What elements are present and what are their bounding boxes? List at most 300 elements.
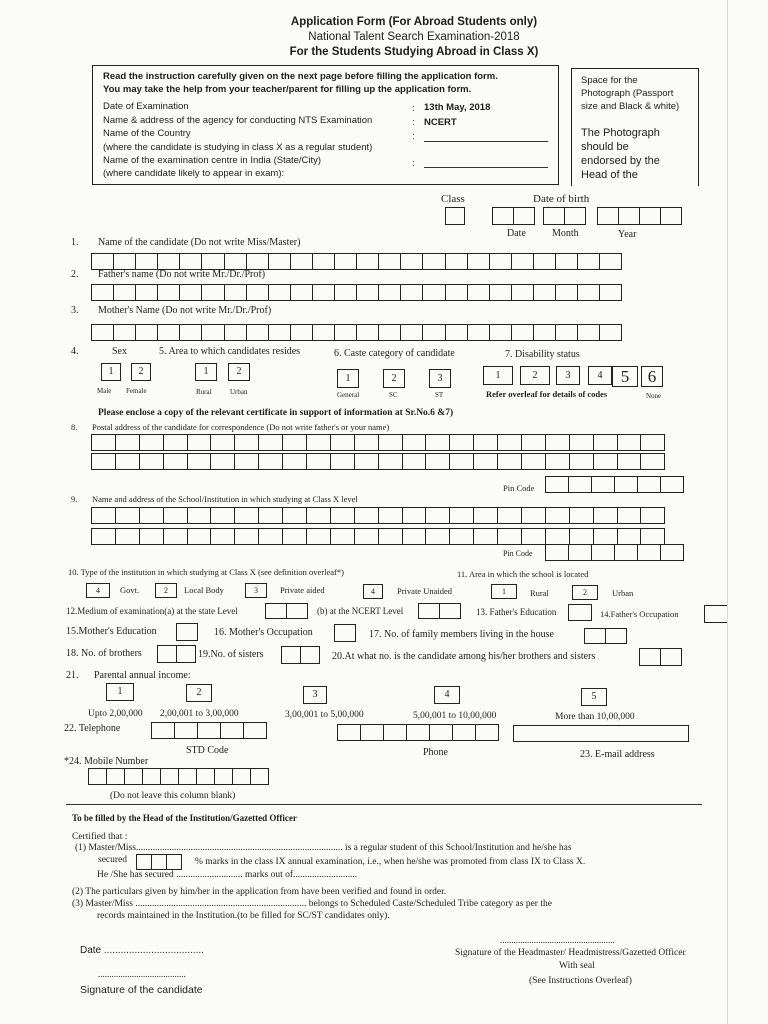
char-cell[interactable] bbox=[449, 453, 474, 470]
q11-label: 11. Area in which the school is located bbox=[457, 569, 589, 579]
char-cell[interactable] bbox=[452, 724, 476, 741]
char-cell[interactable] bbox=[545, 476, 569, 493]
char-cell[interactable] bbox=[577, 284, 600, 301]
char-cell[interactable] bbox=[599, 253, 622, 270]
income-code-1[interactable]: 1 bbox=[106, 683, 134, 701]
char-cell[interactable] bbox=[429, 724, 453, 741]
q1-number: 1. bbox=[71, 237, 79, 248]
photo-text-7: Head of the bbox=[581, 169, 638, 181]
char-cell[interactable] bbox=[497, 528, 522, 545]
char-cell[interactable] bbox=[306, 507, 331, 524]
char-cell[interactable] bbox=[268, 284, 291, 301]
male-caption: Male bbox=[97, 387, 112, 395]
income-4-label: 5,00,001 to 10,00,000 bbox=[413, 711, 497, 721]
char-cell[interactable] bbox=[406, 724, 430, 741]
marks-percent-input[interactable] bbox=[136, 854, 181, 870]
char-cell[interactable] bbox=[569, 453, 594, 470]
char-cell[interactable] bbox=[282, 507, 307, 524]
char-cell[interactable] bbox=[163, 453, 188, 470]
photo-text-2: Photograph (Passport bbox=[581, 88, 674, 99]
char-cell[interactable] bbox=[214, 768, 233, 785]
char-cell[interactable] bbox=[179, 284, 202, 301]
char-cell[interactable] bbox=[591, 544, 615, 561]
char-cell[interactable] bbox=[356, 324, 379, 341]
q16-label: 16. Mother's Occupation bbox=[214, 627, 313, 638]
char-cell[interactable] bbox=[282, 528, 307, 545]
char-cell[interactable] bbox=[378, 324, 401, 341]
char-cell[interactable] bbox=[354, 434, 379, 451]
char-cell[interactable] bbox=[179, 253, 202, 270]
char-cell[interactable] bbox=[360, 724, 384, 741]
char-cell[interactable] bbox=[312, 324, 335, 341]
char-cell[interactable] bbox=[201, 284, 224, 301]
char-cell[interactable] bbox=[306, 434, 331, 451]
refer-note: Refer overleaf for details of codes bbox=[486, 389, 608, 399]
char-cell[interactable] bbox=[163, 528, 188, 545]
candidate-signature-line[interactable]: ....................................... bbox=[98, 969, 186, 979]
char-cell[interactable] bbox=[135, 324, 158, 341]
char-cell[interactable] bbox=[489, 284, 512, 301]
char-cell[interactable] bbox=[425, 434, 450, 451]
char-cell[interactable] bbox=[115, 453, 140, 470]
brothers-input[interactable] bbox=[157, 645, 195, 663]
instruction-line-2: You may take the help from your teacher/parent for filling up the application form. bbox=[103, 84, 472, 95]
sc-caption: SC bbox=[389, 391, 398, 399]
char-cell[interactable] bbox=[497, 507, 522, 524]
sibling-rank-input[interactable] bbox=[639, 648, 681, 666]
q1-label: Name of the candidate (Do not write Miss/Master) bbox=[98, 237, 301, 248]
char-cell[interactable] bbox=[640, 453, 665, 470]
char-cell[interactable] bbox=[533, 284, 556, 301]
char-cell[interactable] bbox=[402, 434, 427, 451]
char-cell[interactable] bbox=[290, 324, 313, 341]
char-cell[interactable] bbox=[400, 284, 423, 301]
enclose-note: Please enclose a copy of the relevant certificate in support of information at Sr.No.6 &7) bbox=[98, 408, 454, 418]
char-cell[interactable] bbox=[614, 544, 638, 561]
char-cell[interactable] bbox=[473, 453, 498, 470]
char-cell[interactable] bbox=[312, 253, 335, 270]
char-cell[interactable] bbox=[224, 324, 247, 341]
char-cell[interactable] bbox=[115, 507, 140, 524]
char-cell[interactable] bbox=[91, 324, 114, 341]
char-cell[interactable] bbox=[282, 434, 307, 451]
char-cell[interactable] bbox=[334, 253, 357, 270]
photo-text-3: size and Black & white) bbox=[581, 101, 680, 112]
char-cell[interactable] bbox=[201, 253, 224, 270]
char-cell[interactable] bbox=[577, 324, 600, 341]
char-cell[interactable] bbox=[354, 528, 379, 545]
char-cell[interactable] bbox=[356, 284, 379, 301]
colon: : bbox=[412, 117, 415, 128]
father-name-input[interactable] bbox=[91, 284, 621, 301]
char-cell[interactable] bbox=[378, 434, 403, 451]
char-cell[interactable] bbox=[268, 253, 291, 270]
char-cell[interactable] bbox=[243, 722, 267, 739]
char-cell[interactable] bbox=[497, 453, 522, 470]
char-cell[interactable] bbox=[593, 507, 618, 524]
school-rural-code[interactable]: 1 bbox=[491, 584, 517, 599]
char-cell[interactable] bbox=[614, 476, 638, 493]
char-cell[interactable] bbox=[521, 507, 546, 524]
char-cell[interactable] bbox=[555, 284, 578, 301]
char-cell[interactable] bbox=[139, 434, 164, 451]
char-cell[interactable] bbox=[337, 724, 361, 741]
char-cell[interactable] bbox=[555, 253, 578, 270]
char-cell[interactable] bbox=[91, 507, 116, 524]
char-cell[interactable] bbox=[599, 284, 622, 301]
class-label: Class bbox=[441, 193, 465, 205]
char-cell[interactable] bbox=[124, 768, 143, 785]
mobile-note: (Do not leave this column blank) bbox=[110, 791, 236, 801]
cert-1b-post: % marks in the class IX annual examination, i.e., when he/she was promoted from class IX to Class X. bbox=[195, 857, 586, 867]
char-cell[interactable] bbox=[445, 284, 468, 301]
caste-st-code[interactable]: 3 bbox=[429, 369, 451, 388]
class-input[interactable] bbox=[445, 207, 464, 225]
area-rural-code[interactable]: 1 bbox=[195, 363, 217, 381]
cert-1c: He /She has secured ............................ marks out of........................... bbox=[97, 870, 358, 880]
char-cell[interactable] bbox=[234, 507, 259, 524]
instruction-line-1: Read the instruction carefully given on the next page before filling the application form. bbox=[103, 71, 498, 82]
char-cell[interactable] bbox=[330, 434, 355, 451]
char-cell[interactable] bbox=[545, 507, 570, 524]
char-cell[interactable] bbox=[91, 253, 114, 270]
inst-govt-code[interactable]: 4 bbox=[86, 583, 110, 598]
char-cell[interactable] bbox=[354, 453, 379, 470]
date-field[interactable]: Date .................................... bbox=[80, 945, 204, 956]
char-cell[interactable] bbox=[473, 507, 498, 524]
email-input[interactable] bbox=[513, 725, 689, 742]
char-cell[interactable] bbox=[521, 434, 546, 451]
char-cell[interactable] bbox=[617, 507, 642, 524]
char-cell[interactable] bbox=[282, 453, 307, 470]
disability-code-4[interactable]: 4 bbox=[588, 366, 612, 385]
q2-number: 2. bbox=[71, 269, 79, 280]
mother-education-input[interactable] bbox=[176, 623, 198, 641]
char-cell[interactable] bbox=[568, 544, 592, 561]
head-signature-line[interactable]: ................................................... bbox=[500, 935, 615, 945]
char-cell[interactable] bbox=[568, 476, 592, 493]
centre-input[interactable] bbox=[424, 167, 548, 168]
char-cell[interactable] bbox=[489, 253, 512, 270]
char-cell[interactable] bbox=[135, 253, 158, 270]
char-cell[interactable] bbox=[599, 324, 622, 341]
char-cell[interactable] bbox=[577, 253, 600, 270]
char-cell[interactable] bbox=[617, 434, 642, 451]
char-cell[interactable] bbox=[163, 507, 188, 524]
char-cell[interactable] bbox=[290, 284, 313, 301]
char-cell[interactable] bbox=[354, 507, 379, 524]
char-cell[interactable] bbox=[210, 434, 235, 451]
char-cell[interactable] bbox=[113, 253, 136, 270]
char-cell[interactable] bbox=[115, 434, 140, 451]
char-cell[interactable] bbox=[425, 507, 450, 524]
inst-local-body-code[interactable]: 2 bbox=[155, 583, 177, 598]
char-cell[interactable] bbox=[210, 453, 235, 470]
seal-label: With seal bbox=[559, 961, 595, 971]
q17-label: 17. No. of family members living in the house bbox=[369, 629, 554, 640]
char-cell[interactable] bbox=[115, 528, 140, 545]
char-cell[interactable] bbox=[234, 528, 259, 545]
section-divider bbox=[66, 804, 702, 805]
char-cell[interactable] bbox=[163, 434, 188, 451]
char-cell[interactable] bbox=[467, 284, 490, 301]
char-cell[interactable] bbox=[250, 768, 269, 785]
char-cell[interactable] bbox=[425, 528, 450, 545]
dob-month-input[interactable] bbox=[543, 207, 585, 225]
disability-code-2[interactable]: 2 bbox=[520, 366, 550, 385]
char-cell[interactable] bbox=[555, 324, 578, 341]
char-cell[interactable] bbox=[533, 253, 556, 270]
country-input[interactable] bbox=[424, 141, 548, 142]
cert-2: (2) The particulars given by him/her in the application from have been verified and found in order. bbox=[72, 887, 447, 897]
char-cell[interactable] bbox=[224, 284, 247, 301]
char-cell[interactable] bbox=[422, 284, 445, 301]
char-cell[interactable] bbox=[533, 324, 556, 341]
char-cell[interactable] bbox=[174, 722, 198, 739]
char-cell[interactable] bbox=[139, 507, 164, 524]
disability-code-1[interactable]: 1 bbox=[483, 366, 513, 385]
agency-label: Name & address of the agency for conducting NTS Examination bbox=[103, 115, 373, 126]
country-note: (where the candidate is studying in class X as a regular student) bbox=[103, 142, 373, 153]
father-occupation-input[interactable] bbox=[704, 605, 728, 623]
char-cell[interactable] bbox=[640, 528, 665, 545]
area-urban-code[interactable]: 2 bbox=[228, 363, 250, 381]
char-cell[interactable] bbox=[306, 453, 331, 470]
char-cell[interactable] bbox=[521, 528, 546, 545]
char-cell[interactable] bbox=[378, 507, 403, 524]
char-cell[interactable] bbox=[91, 284, 114, 301]
char-cell[interactable] bbox=[449, 528, 474, 545]
char-cell[interactable] bbox=[569, 507, 594, 524]
char-cell[interactable] bbox=[617, 528, 642, 545]
char-cell[interactable] bbox=[157, 284, 180, 301]
char-cell[interactable] bbox=[258, 453, 283, 470]
char-cell[interactable] bbox=[197, 722, 221, 739]
phone-input[interactable] bbox=[337, 724, 498, 741]
sex-male-code[interactable]: 1 bbox=[101, 363, 121, 381]
exam-date-value: 13th May, 2018 bbox=[424, 102, 491, 113]
char-cell[interactable] bbox=[593, 434, 618, 451]
char-cell[interactable] bbox=[497, 434, 522, 451]
income-code-2[interactable]: 2 bbox=[186, 684, 212, 702]
char-cell[interactable] bbox=[201, 324, 224, 341]
char-cell[interactable] bbox=[591, 476, 615, 493]
ncert-medium-input[interactable] bbox=[418, 603, 460, 619]
char-cell[interactable] bbox=[511, 324, 534, 341]
char-cell[interactable] bbox=[569, 528, 594, 545]
char-cell[interactable] bbox=[330, 453, 355, 470]
char-cell[interactable] bbox=[187, 434, 212, 451]
char-cell[interactable] bbox=[378, 528, 403, 545]
state-medium-input[interactable] bbox=[265, 603, 307, 619]
candidate-name-input[interactable] bbox=[91, 253, 621, 270]
char-cell[interactable] bbox=[246, 253, 269, 270]
q22-label: 22. Telephone bbox=[64, 723, 121, 734]
char-cell[interactable] bbox=[232, 768, 251, 785]
sex-female-code[interactable]: 2 bbox=[131, 363, 151, 381]
income-code-3[interactable]: 3 bbox=[303, 686, 327, 704]
char-cell[interactable] bbox=[660, 476, 684, 493]
char-cell[interactable] bbox=[473, 434, 498, 451]
char-cell[interactable] bbox=[640, 434, 665, 451]
char-cell[interactable] bbox=[475, 724, 499, 741]
char-cell[interactable] bbox=[449, 434, 474, 451]
char-cell[interactable] bbox=[187, 528, 212, 545]
char-cell[interactable] bbox=[660, 544, 684, 561]
char-cell[interactable] bbox=[422, 253, 445, 270]
char-cell[interactable] bbox=[139, 453, 164, 470]
char-cell[interactable] bbox=[402, 528, 427, 545]
char-cell[interactable] bbox=[383, 724, 407, 741]
char-cell[interactable] bbox=[640, 507, 665, 524]
school-address-line-1[interactable] bbox=[91, 507, 664, 524]
mobile-input[interactable] bbox=[88, 768, 268, 785]
form-subtitle: For the Students Studying Abroad in Class X) bbox=[289, 46, 539, 58]
char-cell[interactable] bbox=[617, 453, 642, 470]
char-cell[interactable] bbox=[91, 528, 116, 545]
char-cell[interactable] bbox=[210, 528, 235, 545]
char-cell[interactable] bbox=[422, 324, 445, 341]
disability-code-6[interactable]: 6 bbox=[641, 366, 663, 387]
char-cell[interactable] bbox=[157, 324, 180, 341]
char-cell[interactable] bbox=[210, 507, 235, 524]
char-cell[interactable] bbox=[88, 768, 107, 785]
char-cell[interactable] bbox=[400, 324, 423, 341]
char-cell[interactable] bbox=[593, 453, 618, 470]
char-cell[interactable] bbox=[378, 284, 401, 301]
inst-private-unaided-code[interactable]: 4 bbox=[363, 584, 383, 599]
char-cell[interactable] bbox=[545, 434, 570, 451]
pin-code-input[interactable] bbox=[545, 476, 683, 493]
char-cell[interactable] bbox=[402, 507, 427, 524]
head-signature-label: Signature of the Headmaster/ Headmistress/Gazetted Officer bbox=[455, 948, 686, 958]
income-3-label: 3,00,001 to 5,00,000 bbox=[285, 710, 364, 720]
char-cell[interactable] bbox=[334, 324, 357, 341]
dob-date-input[interactable] bbox=[492, 207, 534, 225]
char-cell[interactable] bbox=[378, 453, 403, 470]
char-cell[interactable] bbox=[402, 453, 427, 470]
school-address-line-2[interactable] bbox=[91, 528, 664, 545]
char-cell[interactable] bbox=[196, 768, 215, 785]
mother-occupation-input[interactable] bbox=[334, 624, 356, 642]
postal-address-line-2[interactable] bbox=[91, 453, 664, 470]
q21-number: 21. bbox=[66, 670, 79, 681]
char-cell[interactable] bbox=[473, 528, 498, 545]
char-cell[interactable] bbox=[139, 528, 164, 545]
char-cell[interactable] bbox=[113, 324, 136, 341]
char-cell[interactable] bbox=[467, 253, 490, 270]
char-cell[interactable] bbox=[179, 324, 202, 341]
q10-label: 10. Type of the institution in which studying at Class X (see definition overleaf*) bbox=[68, 567, 344, 577]
char-cell[interactable] bbox=[545, 544, 569, 561]
st-caption: ST bbox=[435, 391, 444, 399]
char-cell[interactable] bbox=[268, 324, 291, 341]
char-cell[interactable] bbox=[187, 453, 212, 470]
char-cell[interactable] bbox=[224, 253, 247, 270]
char-cell[interactable] bbox=[425, 453, 450, 470]
caste-sc-code[interactable]: 2 bbox=[383, 369, 405, 388]
char-cell[interactable] bbox=[234, 453, 259, 470]
caste-general-code[interactable]: 1 bbox=[337, 369, 359, 388]
income-code-4[interactable]: 4 bbox=[434, 686, 460, 704]
char-cell[interactable] bbox=[151, 722, 175, 739]
sisters-input[interactable] bbox=[281, 646, 319, 664]
char-cell[interactable] bbox=[330, 507, 355, 524]
char-cell[interactable] bbox=[91, 434, 116, 451]
school-urban-code[interactable]: 2 bbox=[572, 585, 598, 600]
char-cell[interactable] bbox=[489, 324, 512, 341]
char-cell[interactable] bbox=[449, 507, 474, 524]
char-cell[interactable] bbox=[290, 253, 313, 270]
char-cell[interactable] bbox=[400, 253, 423, 270]
char-cell[interactable] bbox=[378, 253, 401, 270]
char-cell[interactable] bbox=[187, 507, 212, 524]
char-cell[interactable] bbox=[246, 324, 269, 341]
char-cell[interactable] bbox=[637, 544, 661, 561]
char-cell[interactable] bbox=[91, 453, 116, 470]
char-cell[interactable] bbox=[246, 284, 269, 301]
char-cell[interactable] bbox=[356, 253, 379, 270]
char-cell[interactable] bbox=[521, 453, 546, 470]
month-caption: Month bbox=[552, 228, 579, 239]
char-cell[interactable] bbox=[258, 434, 283, 451]
char-cell[interactable] bbox=[157, 253, 180, 270]
inst-private-aided-code[interactable]: 3 bbox=[245, 583, 267, 598]
char-cell[interactable] bbox=[258, 507, 283, 524]
char-cell[interactable] bbox=[160, 768, 179, 785]
father-education-input[interactable] bbox=[568, 604, 592, 621]
char-cell[interactable] bbox=[178, 768, 197, 785]
char-cell[interactable] bbox=[135, 284, 158, 301]
disability-code-3[interactable]: 3 bbox=[556, 366, 580, 385]
char-cell[interactable] bbox=[142, 768, 161, 785]
school-pin-code-input[interactable] bbox=[545, 544, 683, 561]
mother-name-input[interactable] bbox=[91, 324, 621, 341]
dob-year-input[interactable] bbox=[597, 207, 681, 225]
general-caption: General bbox=[337, 391, 360, 399]
char-cell[interactable] bbox=[330, 528, 355, 545]
char-cell[interactable] bbox=[511, 284, 534, 301]
char-cell[interactable] bbox=[569, 434, 594, 451]
char-cell[interactable] bbox=[113, 284, 136, 301]
char-cell[interactable] bbox=[445, 324, 468, 341]
char-cell[interactable] bbox=[234, 434, 259, 451]
char-cell[interactable] bbox=[445, 253, 468, 270]
postal-address-line-1[interactable] bbox=[91, 434, 664, 451]
char-cell[interactable] bbox=[258, 528, 283, 545]
char-cell[interactable] bbox=[334, 284, 357, 301]
pin-code-label-2: Pin Code bbox=[503, 549, 533, 558]
std-code-input[interactable] bbox=[151, 722, 266, 739]
char-cell[interactable] bbox=[220, 722, 244, 739]
income-2-label: 2,00,001 to 3,00,000 bbox=[160, 709, 239, 719]
char-cell[interactable] bbox=[467, 324, 490, 341]
char-cell[interactable] bbox=[545, 528, 570, 545]
income-code-5[interactable]: 5 bbox=[581, 688, 607, 706]
disability-code-5[interactable]: 5 bbox=[612, 366, 638, 387]
char-cell[interactable] bbox=[306, 528, 331, 545]
q14-label: 14.Father's Occupation bbox=[600, 609, 679, 619]
char-cell[interactable] bbox=[637, 476, 661, 493]
char-cell[interactable] bbox=[593, 528, 618, 545]
char-cell[interactable] bbox=[545, 453, 570, 470]
char-cell[interactable] bbox=[511, 253, 534, 270]
family-members-input[interactable] bbox=[584, 628, 626, 644]
char-cell[interactable] bbox=[312, 284, 335, 301]
std-caption: STD Code bbox=[186, 745, 229, 756]
centre-label: Name of the examination centre in India (State/City) bbox=[103, 155, 322, 166]
char-cell[interactable] bbox=[106, 768, 125, 785]
